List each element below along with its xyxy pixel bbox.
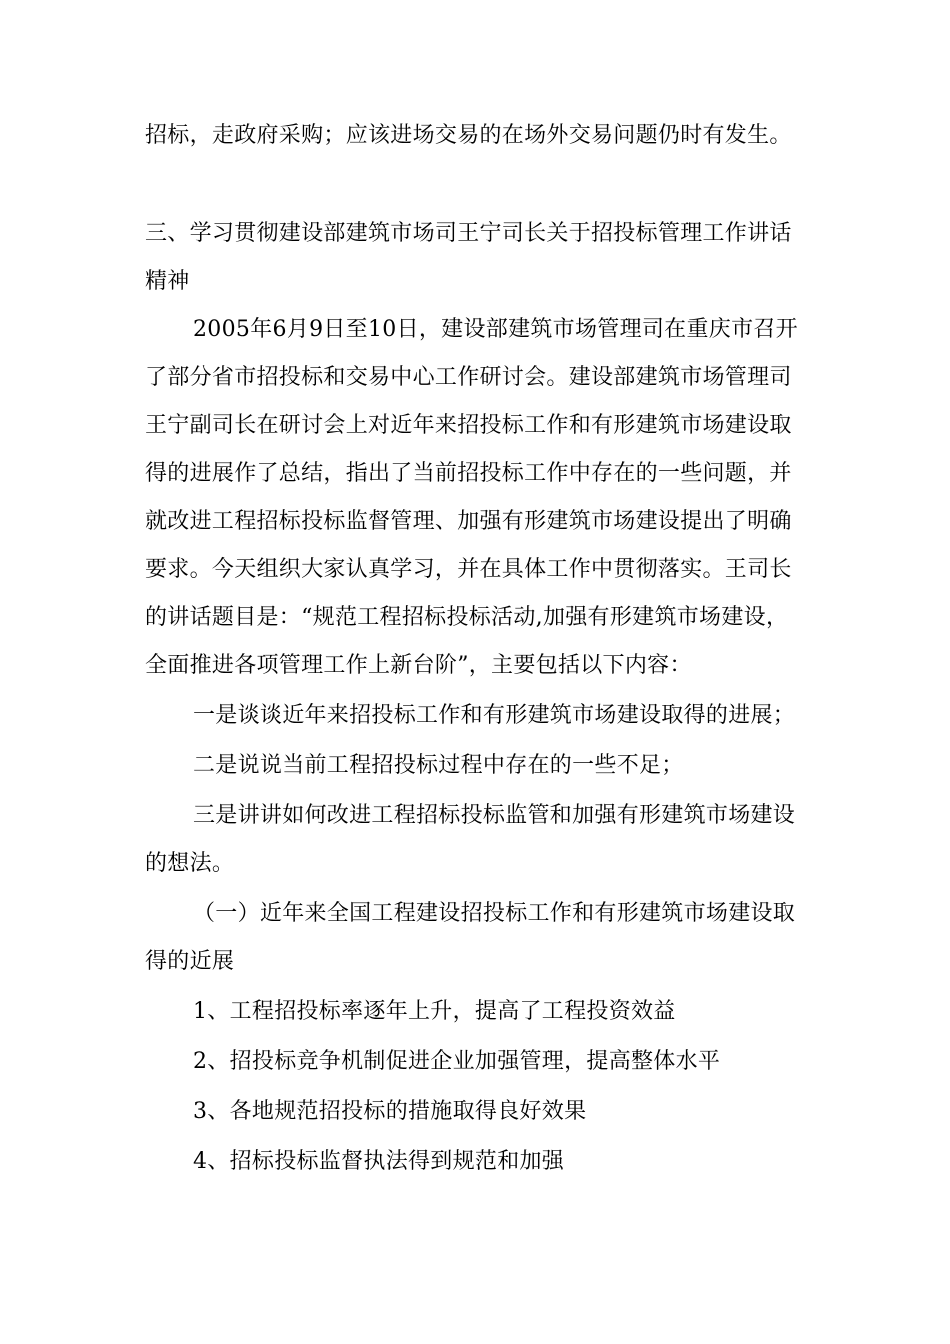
- document-body: [145, 112, 810, 1186]
- paragraph-body: 2005年6月9日至10日，建设部建筑市场管理司在重庆市召开了部分省市招投标和交易中心工作研讨会。建设部建筑市场管理司王宁副司长在研讨会上对近年来招投标工作和有形建筑市场建设取得的进展作了总结，指出了当前招投标工作中存在的一些问题，并就改进工程招标投标监督管理、加强有形建筑市场建设提出了明确要求。今天组织大家认真学习，并在具体工作中贯彻落实。王司长的讲话题目是：“规范工程招标投标活动,加强有形建筑市场建设，全面推进各项管理工作上新台阶”，主要包括以下内容：: [145, 317, 798, 678]
- subsection-heading: （一）近年来全国工程建设招投标工作和有形建筑市场建设取得的近展: [145, 901, 796, 974]
- section-heading: 三、学习贯彻建设部建筑市场司王宁司长关于招投标管理工作讲话精神: [145, 221, 792, 294]
- numbered-item: 2、招投标竞争机制促进企业加强管理，提高整体水平: [193, 1049, 721, 1074]
- list-item: 二是说说当前工程招投标过程中存在的一些不足；: [193, 753, 684, 778]
- list-item: 一是谈谈近年来招投标工作和有形建筑市场建设取得的进展；: [193, 703, 796, 728]
- list-item: 三是讲讲如何改进工程招标投标监管和加强有形建筑市场建设的想法。: [145, 803, 796, 876]
- numbered-item: 3、各地规范招投标的措施取得良好效果: [193, 1099, 587, 1124]
- paragraph-continuation: 招标，走政府采购；应该进场交易的在场外交易问题仍时有发生。: [145, 123, 792, 148]
- numbered-item: 4、招标投标监督执法得到规范和加强: [193, 1149, 565, 1174]
- numbered-item: 1、工程招投标率逐年上升，提高了工程投资效益: [193, 999, 676, 1024]
